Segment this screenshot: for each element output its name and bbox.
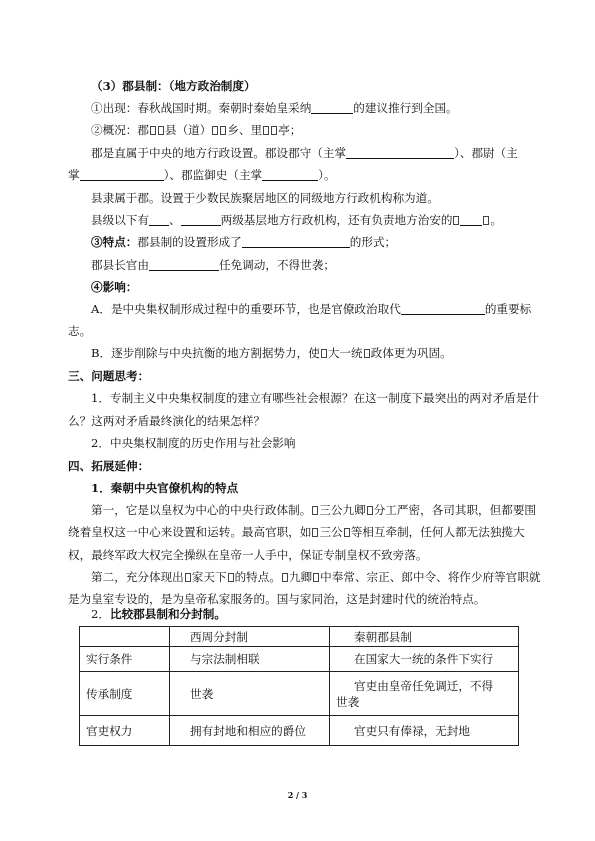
sub2-title: 比较郡县制和分封制。 [109,607,226,621]
blank-line [149,213,169,226]
text: 1．专制主义中央集权制度的建立有哪些社会根源？在这一制度下最突出的两对矛盾是什 [91,391,539,405]
table-row-label: 传承制度 [80,672,170,716]
text: 第一，它是以皇权为中心的中央行政体制。 [91,503,312,517]
section-extension-heading: 四、拓展延伸： [68,459,150,473]
text: 等相互牵制，任何人都无法独揽大 [350,525,525,539]
text: 大一统 [327,346,363,360]
text: 三公九卿 [319,503,366,517]
placeholder-glyph [483,216,489,225]
table-row-label: 官吏权力 [80,716,170,746]
blank-line [311,101,353,114]
table-row [80,716,519,746]
text: B．逐步削除与中央抗衡的地方割据势力，使 [91,346,320,360]
text: ）、郡监御史（主掌 [163,168,263,182]
text: 的特点。 [234,570,281,584]
placeholder-glyph [228,573,234,582]
blank-line [460,213,482,226]
paragraph-1-line [0,524,595,540]
text: ②概况：郡 [91,123,149,137]
text: 么？这两对矛盾最终演化的结果怎样？ [68,414,266,428]
placeholder-glyph [312,528,318,537]
text: 权，最终军政大权完全操纵在皇帝一人手中，保证专制皇权不致旁落。 [68,548,428,562]
county-line [0,145,595,161]
blank-line [262,168,318,181]
table-cell: 在国家大一统的条件下实行 [330,647,519,672]
placeholder-glyph [321,349,327,358]
impact-b-line [0,345,595,361]
text: 的重要标 [484,302,532,316]
text: 县隶属于郡。设置于少数民族聚居地区的同级地方行政机构称为道。 [91,191,439,205]
extension-sub1: 1．秦朝中央官僚机构的特点 [91,481,239,495]
heading-part: （3）郡县制： [91,79,169,93]
text: 郡是直属于中央的地方行政设置。郡设郡守（主掌 [91,146,347,160]
table-cell [330,672,519,716]
text: 郡县制的设置形成了 [137,235,242,249]
text: ①出现：春秋战国时期。秦朝时秦始皇采纳 [91,101,312,115]
question-1 [0,390,595,406]
placeholder-glyph [313,573,319,582]
text: 第二，充分体现出 [91,570,184,584]
section-3-heading [0,78,595,94]
cell-line: 世袭 [336,694,360,709]
text: 县级以下有 [91,213,149,227]
placeholder-glyph [212,126,218,135]
blank-line [401,302,485,315]
text: 郡县长官由 [91,258,149,272]
impact-a-line-cont [0,323,595,339]
text: 两级基层地方行政机构，还有负责地方治安的 [220,213,453,227]
origin-line [0,100,595,116]
text: 三公 [319,525,343,539]
comparison-table [79,626,519,746]
table-cell: 世袭 [170,672,330,716]
blank-line [242,235,350,248]
question-1-cont [0,413,595,429]
text: 乡、里 [227,123,263,137]
placeholder-glyph [271,126,277,135]
text: 家天下 [191,570,227,584]
text: 是为皇室专设的，是为皇帝私家服务的。国与家同治，这是封建时代的统治特点。 [68,592,486,606]
table-cell: 拥有封地和相应的爵位 [170,716,330,746]
text: 掌 [68,168,80,182]
text: 中奉常、宗正、郎中令、将作少府等官职就 [320,570,541,584]
text: 。 [490,213,503,227]
table-header-cell: 秦朝郡县制 [330,627,519,647]
paragraph-1-line [0,547,595,563]
page-number: 2 / 3 [287,790,308,800]
blank-line [346,146,454,159]
subordination-line [0,190,595,206]
text: ）。 [318,168,336,182]
placeholder-glyph [453,216,459,225]
text: 政体更为巩固。 [370,346,452,360]
placeholder-glyph [312,506,318,515]
text: ）、郡尉（主 [454,146,518,160]
placeholder-glyph [344,528,350,537]
table-header-cell: 西周分封制 [170,627,330,647]
paragraph-2-line [0,591,595,607]
text: 、 [168,213,181,227]
feature-line [0,234,595,250]
table-row [80,647,519,672]
text: 2．中央集权制度的历史作用与社会影响 [91,436,296,450]
placeholder-glyph [220,126,226,135]
text: 绕着皇权这一中心来设置和运转。最高官职，如 [68,525,312,539]
table-cell: 官吏只有俸禄，无封地 [330,716,519,746]
text: A．是中央集权制形成过程中的重要环节，也是官僚政治取代 [91,302,401,316]
placeholder-glyph [158,126,164,135]
text: 任免调动，不得世袭； [218,258,335,272]
official-line [0,257,595,273]
placeholder-glyph [263,126,269,135]
heading-part: （地方政治制度） [168,79,256,93]
county-line-cont [0,167,595,183]
text: 的形式； [349,235,397,249]
placeholder-glyph [150,126,156,135]
blank-line [181,213,221,226]
impact-label: ④影响： [91,280,138,294]
section-questions-heading: 三、问题思考： [68,369,150,383]
text: 的建议推行到全国。 [353,101,458,115]
cell-line: 官吏由皇帝任免调迁，不得 [354,678,494,693]
placeholder-glyph [367,506,373,515]
table-row-label: 实行条件 [80,647,170,672]
blank-line [149,258,219,271]
overview-line [0,122,595,138]
extension-sub2 [0,606,595,622]
text: 分工严密，各司其职，但都要围 [373,503,537,517]
question-2 [0,435,595,451]
text: 县（道） [164,123,212,137]
below-county-line [0,212,595,228]
blank-line [80,168,164,181]
feature-label: ③特点： [91,235,138,249]
paragraph-1-line [0,502,595,518]
table-cell: 与宗法制相联 [170,647,330,672]
text: 九卿 [288,570,313,584]
text: 亭； [278,123,302,137]
table-row [80,672,519,716]
text: 志。 [68,324,92,338]
placeholder-glyph [364,349,370,358]
text: 2． [91,607,110,621]
placeholder-glyph [282,573,288,582]
paragraph-2-line [0,569,595,585]
table-header-row [80,627,519,647]
table-header-cell [80,627,170,647]
placeholder-glyph [185,573,191,582]
impact-a-line [0,301,595,317]
